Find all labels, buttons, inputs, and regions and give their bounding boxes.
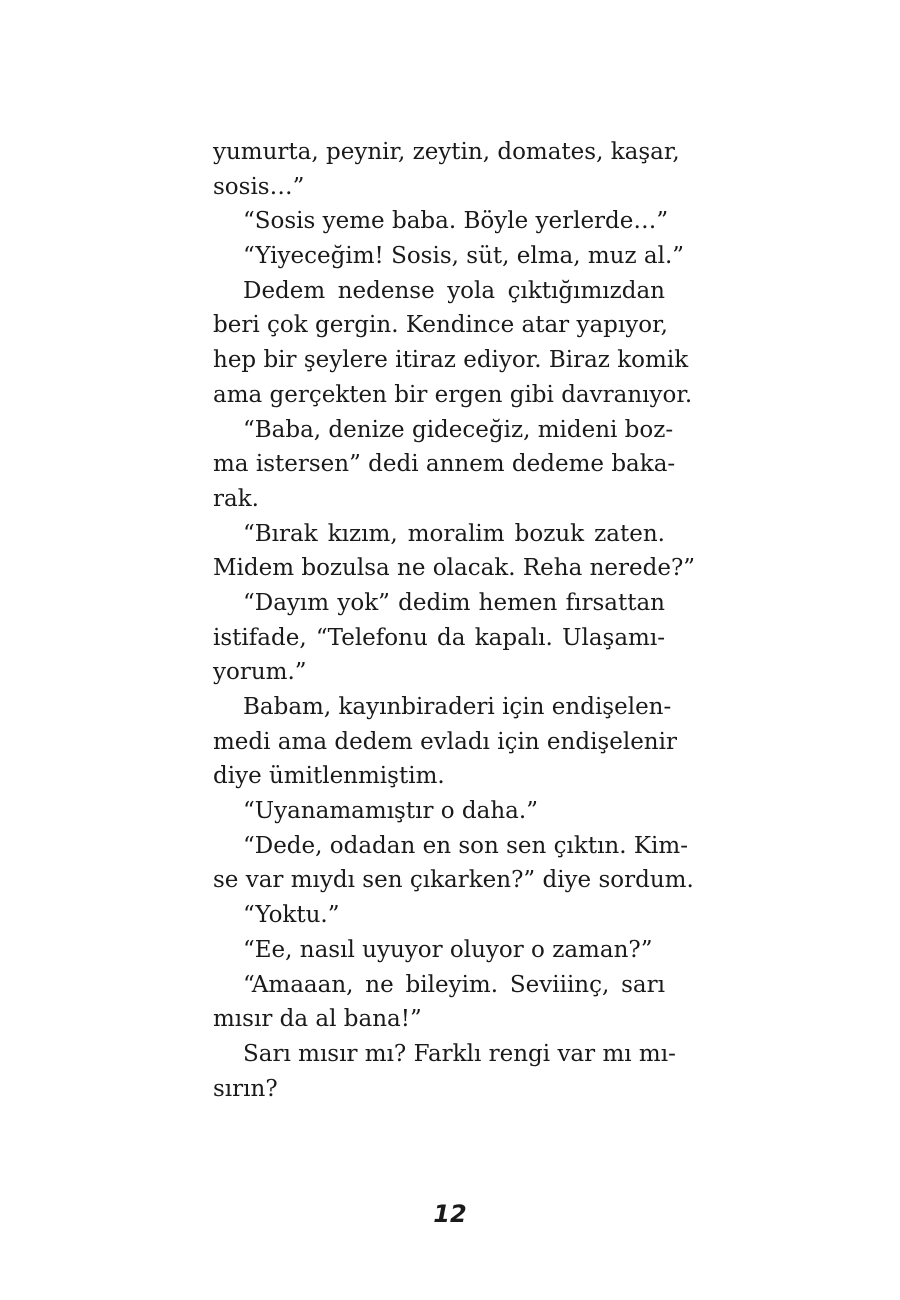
text-line: “Bırak kızım, moralim bozuk zaten. (243, 520, 665, 547)
text-line: ama gerçekten bir ergen gibi davranıyor. (213, 381, 693, 408)
text-line: “Dede, odadan en son sen çıktın. Kim- (243, 832, 688, 859)
text-line: “Yiyeceğim! Sosis, süt, elma, muz al.” (243, 243, 685, 270)
text-line: ma istersen” dedi annem dedeme baka- (213, 451, 676, 478)
text-line: diye ümitlenmiştim. (213, 763, 445, 790)
body-text (213, 135, 696, 1106)
text-line: mısır da al bana!” (213, 1006, 422, 1033)
text-line: Midem bozulsa ne olacak. Reha nerede?” (213, 555, 696, 582)
text-line: “Uyanamamıştır o daha.” (243, 798, 538, 825)
text-line: Dedem nedense yola çıktığımızdan (243, 277, 665, 304)
text-line: sırın? (213, 1075, 278, 1102)
text-line: Babam, kayınbiraderi için endişelen- (243, 694, 672, 720)
text-line: hep bir şeylere itiraz ediyor. Biraz komik (213, 347, 689, 374)
text-line: “Sosis yeme baba. Böyle yerlerde…” (243, 208, 669, 235)
text-line: “Ee, nasıl uyuyor oluyor o zaman?” (243, 936, 653, 963)
text-line: se var mıydı sen çıkarken?” diye sordum. (213, 867, 694, 894)
text-line: “Dayım yok” dedim hemen fırsattan (243, 589, 665, 616)
text-line: medi ama dedem evladı için endişelenir (213, 728, 677, 755)
text-line: “Baba, denize gideceğiz, mideni boz- (243, 416, 674, 443)
text-line: Sarı mısır mı? Farklı rengi var mı mı- (243, 1040, 676, 1067)
text-line: istifade, “Telefonu da kapalı. Ulaşamı- (213, 624, 665, 651)
text-line: yorum.” (213, 659, 307, 686)
text-line: rak. (213, 485, 259, 512)
text-line: sosis…” (213, 173, 305, 200)
text-line: “Yoktu.” (243, 902, 340, 929)
text-line: “Amaaan, ne bileyim. Seviiinç, sarı (243, 971, 665, 998)
text-line: yumurta, peynir, zeytin, domates, kaşar, (213, 139, 680, 165)
text-line: beri çok gergin. Kendince atar yapıyor, (213, 312, 668, 339)
page-number: 12 (433, 1200, 467, 1228)
